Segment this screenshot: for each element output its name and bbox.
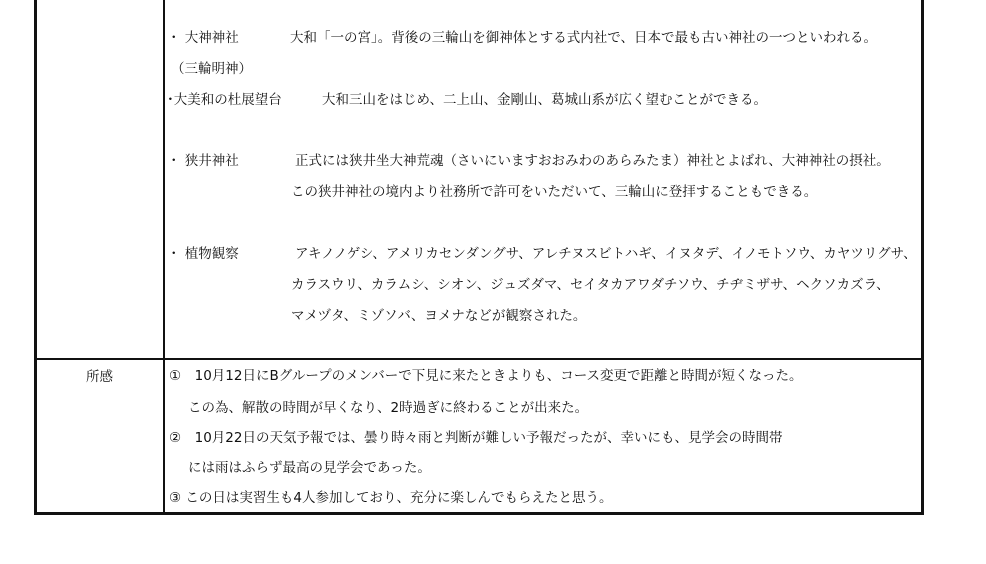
site-desc-omiwa: 大和「一の宮」。背後の三輪山を御神体とする式内社で、日本で最も古い神社の一つといわれる。 [290,30,877,46]
site-name-observatory: ･大美和の杜展望台 [167,92,282,108]
table-border-right [921,0,924,515]
site-desc-sai-2: この狭井神社の境内より社務所で許可をいただいて、三輪山に登拝することもできる。 [291,184,818,200]
site-desc-observatory: 大和三山をはじめ、二上山、金剛山、葛城山系が広く望むことができる。 [322,92,767,108]
impression-item-3: ③ この日は実習生も4人参加しており、充分に楽しんでもらえたと思う。 [169,490,613,506]
plants-line-1: アキノノゲシ、アメリカセンダングサ、アレチヌスビトハギ、イヌタデ、イノモトソウ、カヤツリグサ、 [295,246,917,262]
site-name-plants: ・ 植物観察 [167,246,239,262]
plants-line-2: カラスウリ、カラムシ、シオン、ジュズダマ、セイタカアワダチソウ、チヂミザサ、ヘクソカズラ、 [291,277,890,293]
table-border-left [34,0,37,515]
impression-item-1: ① 10月12日にBグループのメンバーで下見に来たときよりも、コース変更で距離と時間が短くなった。 [169,368,803,384]
impression-item-2: ② 10月22日の天気予報では、曇り時々雨と判断が難しい予報だったが、幸いにも、見学会の時間帯 [169,430,783,446]
site-name-sai: ・ 狭井神社 [167,153,239,169]
table-border-bottom [34,512,924,515]
impression-item-1-continued: この為、解散の時間が早くなり、2時過ぎに終わることが出来た。 [188,400,589,416]
site-desc-sai-1: 正式には狭井坐大神荒魂（さいにいますおおみわのあらみたま）神社とよばれ、大神神社の摂社。 [295,153,890,169]
site-name-omiwa: ・ 大神神社 [167,30,239,46]
impressions-label: 所感 [86,369,113,385]
row-divider [34,358,924,360]
column-divider [163,0,165,515]
plants-line-3: マメヅタ、ミゾソバ、ヨメナなどが観察された。 [291,308,587,324]
impression-item-2-continued: には雨はふらず最高の見学会であった。 [188,460,431,476]
site-alias-omiwa: （三輪明神） [171,61,252,77]
